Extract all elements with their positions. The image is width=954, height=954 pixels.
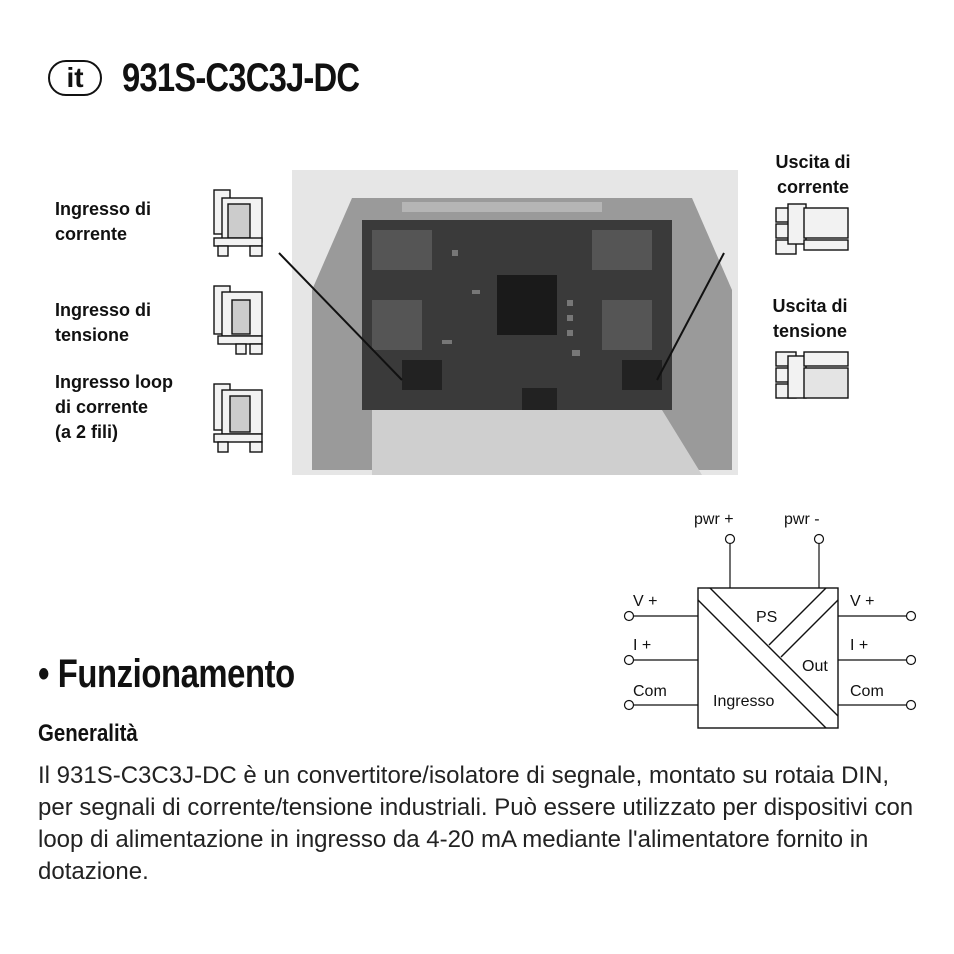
label-voltage-input: Ingresso di tensione [55,300,152,345]
right-com-label: Com [850,683,884,700]
right-i-label: I + [850,637,869,654]
label-voltage-output: Uscita di tensione [772,296,848,341]
label-current-output: Uscita di corrente [775,152,851,197]
block-diagram [600,500,930,740]
label-current-input: Ingresso di corrente [55,199,152,244]
label-loop-input: Ingresso loop di corrente (a 2 fili) [55,372,174,442]
left-i-label: I + [633,637,652,654]
section-subtitle: Generalità [38,720,138,747]
page-title: 931S-C3C3J-DC [122,56,360,100]
language-badge: it [48,60,102,96]
right-v-label: V + [850,593,875,610]
left-v-label: V + [633,593,658,610]
section-title: • Funzionamento [38,652,295,696]
ps-label: PS [756,609,778,626]
left-com-label: Com [633,683,667,700]
ingresso-label: Ingresso [713,693,775,710]
out-label: Out [802,658,828,675]
pwr-plus-label: pwr + [694,511,734,528]
body-paragraph: Il 931S-C3C3J-DC è un convertitore/isolatore di segnale, montato su rotaia DIN, per segnali di corrente/tensione industriali. Può essere utilizzato per dispositivi con loop di alimentazione in ingresso da 4-20 mA mediante l'alimentatore fornito in dotazione. [38,762,914,885]
pwr-minus-label: pwr - [784,511,820,528]
